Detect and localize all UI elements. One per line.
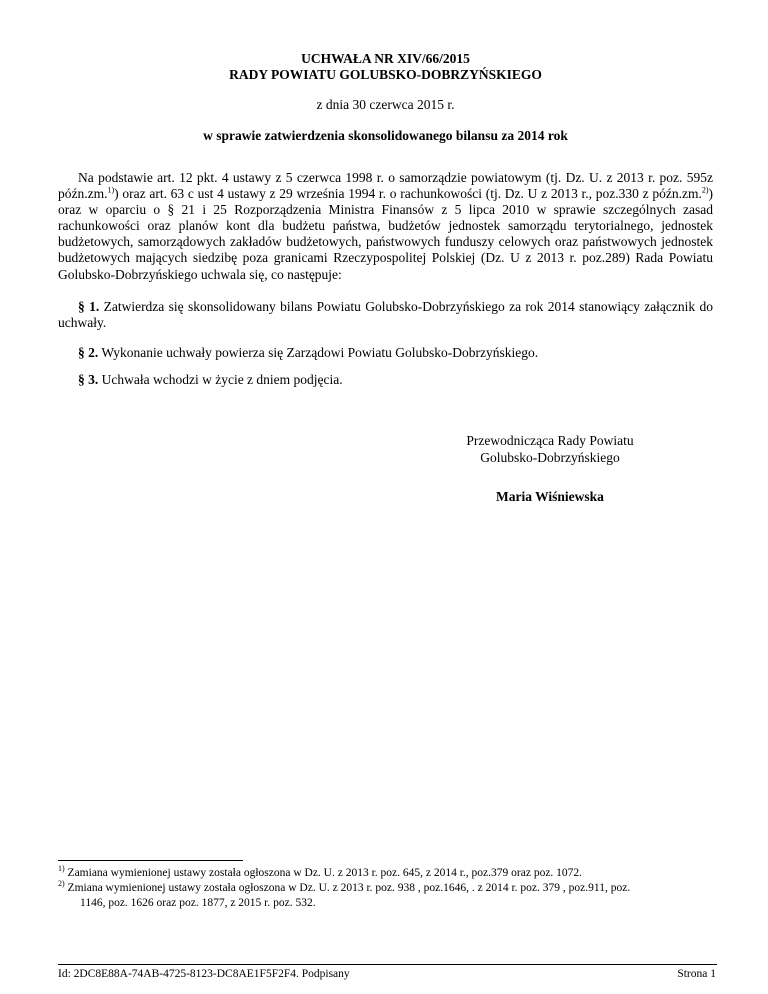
preamble-part3: ) oraz w oparciu o § 21 i 25 Rozporządzenia Ministra Finansów z 5 lipca 2010 w sprawie szczególnych zasad rachunkowości oraz planów kont dla budżetu państwa, budżetów jednostek samorządu terytorialnego, jednostek budżetowych, samorządowych zakładów budżetowych, państwowych funduszy celowych oraz państwowych jednostek budżetowych mających siedzibę poza granicami Rzeczypospolitej Polskiej (Dz. U z 2013 r. poz.289) Rada Powiatu Golubsko-Dobrzyńskiego uchwala się, co następuje: <box>58 186 713 282</box>
section-2 <box>58 345 713 361</box>
section-2-number: § 2. <box>78 345 99 360</box>
footnote-2-mark: 2) <box>58 879 65 889</box>
footnote-1 <box>58 866 718 880</box>
footnote-separator <box>58 860 243 861</box>
section-1-number: § 1. <box>78 299 100 314</box>
preamble-part1: Na podstawie art. 12 pkt. 4 ustawy z 5 czerwca 1998 r. o samorządzie powiatowym (tj. Dz. U. z 2013 r. poz. 595z późn.zm. <box>58 170 713 202</box>
section-3-text: Uchwała wchodzi w życie z dniem podjęcia. <box>98 372 343 387</box>
resolution-date: z dnia 30 czerwca 2015 r. <box>316 97 455 112</box>
footnote-1-text: Zamiana wymienionej ustawy została ogłoszona w Dz. U. z 2013 r. poz. 645, z 2014 r., poz.379 oraz poz. 1072. <box>64 867 583 879</box>
preamble-paragraph <box>58 170 713 283</box>
footer-separator <box>58 964 717 965</box>
footnote-ref-2: 2) <box>701 185 709 195</box>
footnote-ref-1: 1) <box>107 185 115 195</box>
footnote-2-continuation: 1146, poz. 1626 oraz poz. 1877, z 2015 r. poz. 532. <box>80 897 316 909</box>
signature-role-line1: Przewodnicząca Rady Powiatu <box>466 433 634 448</box>
signature-name: Maria Wiśniewska <box>496 489 604 504</box>
footnote-2-text: Zmiana wymienionej ustawy została ogłoszona w Dz. U. z 2013 r. poz. 938 , poz.1646, . z 2014 r. poz. 379 , poz.911, poz. <box>64 882 631 894</box>
page-number: Strona 1 <box>677 968 716 980</box>
section-3 <box>58 372 713 388</box>
resolution-authority: RADY POWIATU GOLUBSKO-DOBRZYŃSKIEGO <box>229 67 542 82</box>
resolution-title: UCHWAŁA NR XIV/66/2015 <box>301 51 470 66</box>
footnote-1-mark: 1) <box>58 864 65 874</box>
section-1-text: Zatwierdza się skonsolidowany bilans Powiatu Golubsko-Dobrzyńskiego za rok 2014 stanowiący załącznik do uchwały. <box>58 299 714 331</box>
preamble-part2: ) oraz art. 63 c ust 4 ustawy z 29 września 1994 r. o rachunkowości (tj. Dz. U z 2013 r., poz.330 z późn.zm. <box>114 186 702 202</box>
footnote-2 <box>58 881 718 895</box>
document-id: Id: 2DC8E88A-74AB-4725-8123-DC8AE1F5F2F4. Podpisany <box>58 968 350 980</box>
resolution-subject: w sprawie zatwierdzenia skonsolidowanego bilansu za 2014 rok <box>203 128 568 143</box>
section-2-text: Wykonanie uchwały powierza się Zarządowi Powiatu Golubsko-Dobrzyńskiego. <box>98 345 539 360</box>
signature-role-line2: Golubsko-Dobrzyńskiego <box>480 450 620 465</box>
section-3-number: § 3. <box>78 372 99 387</box>
section-1 <box>58 299 713 331</box>
